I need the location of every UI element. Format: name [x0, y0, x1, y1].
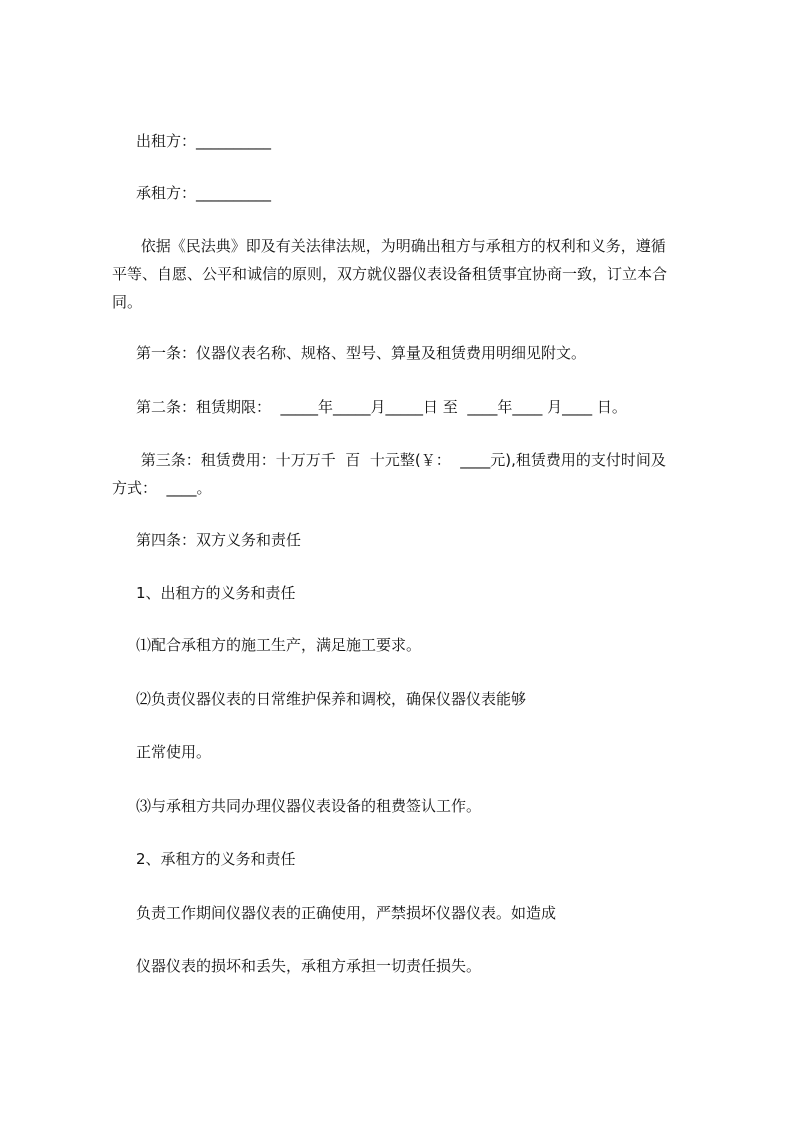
item-1: ⑴配合承租方的施工生产，满足施工要求。 — [136, 636, 422, 654]
section-2-title: 2、承租方的义务和责任 — [136, 850, 296, 868]
preamble-line-3: 同。 — [112, 293, 143, 311]
article-3-line-1: 第三条：租赁费用：十万万千 百 十元整(￥： ____元),租赁费用的支付时间及 — [136, 451, 666, 469]
lessee-line: 承租方：__________ — [136, 184, 272, 202]
preamble-line-2: 平等、自愿、公平和诚信的原则，双方就仪器仪表设备租赁事宜协商一致，订立本合 — [112, 265, 668, 283]
section-2-line-2: 仪器仪表的损坏和丢失，承租方承担一切责任损失。 — [136, 957, 482, 975]
item-2-line-2: 正常使用。 — [136, 743, 212, 761]
article-4: 第四条：双方义务和责任 — [136, 531, 302, 549]
lessor-line: 出租方：__________ — [136, 132, 272, 150]
item-2-line-1: ⑵负责仪器仪表的日常维护保养和调校，确保仪器仪表能够 — [136, 690, 527, 708]
article-2: 第二条：租赁期限： _____年_____月_____日 至 ____年____ 月____ 日。 — [136, 398, 627, 416]
preamble-paragraph — [112, 232, 712, 316]
article-1: 第一条：仪器仪表名称、规格、型号、算量及租赁费用明细见附文。 — [136, 344, 587, 362]
section-1-title: 1、出租方的义务和责任 — [136, 584, 296, 602]
section-2-line-1: 负责工作期间仪器仪表的正确使用，严禁损坏仪器仪表。如造成 — [136, 904, 557, 922]
preamble-line-1: 依据《民法典》即及有关法律法规，为明确出租方与承租方的权利和义务，遵循 — [136, 237, 666, 255]
article-3-line-2: 方式： ____。 — [112, 479, 212, 497]
article-3-paragraph — [112, 446, 712, 502]
item-3: ⑶与承租方共同办理仪器仪表设备的租费签认工作。 — [136, 797, 482, 815]
